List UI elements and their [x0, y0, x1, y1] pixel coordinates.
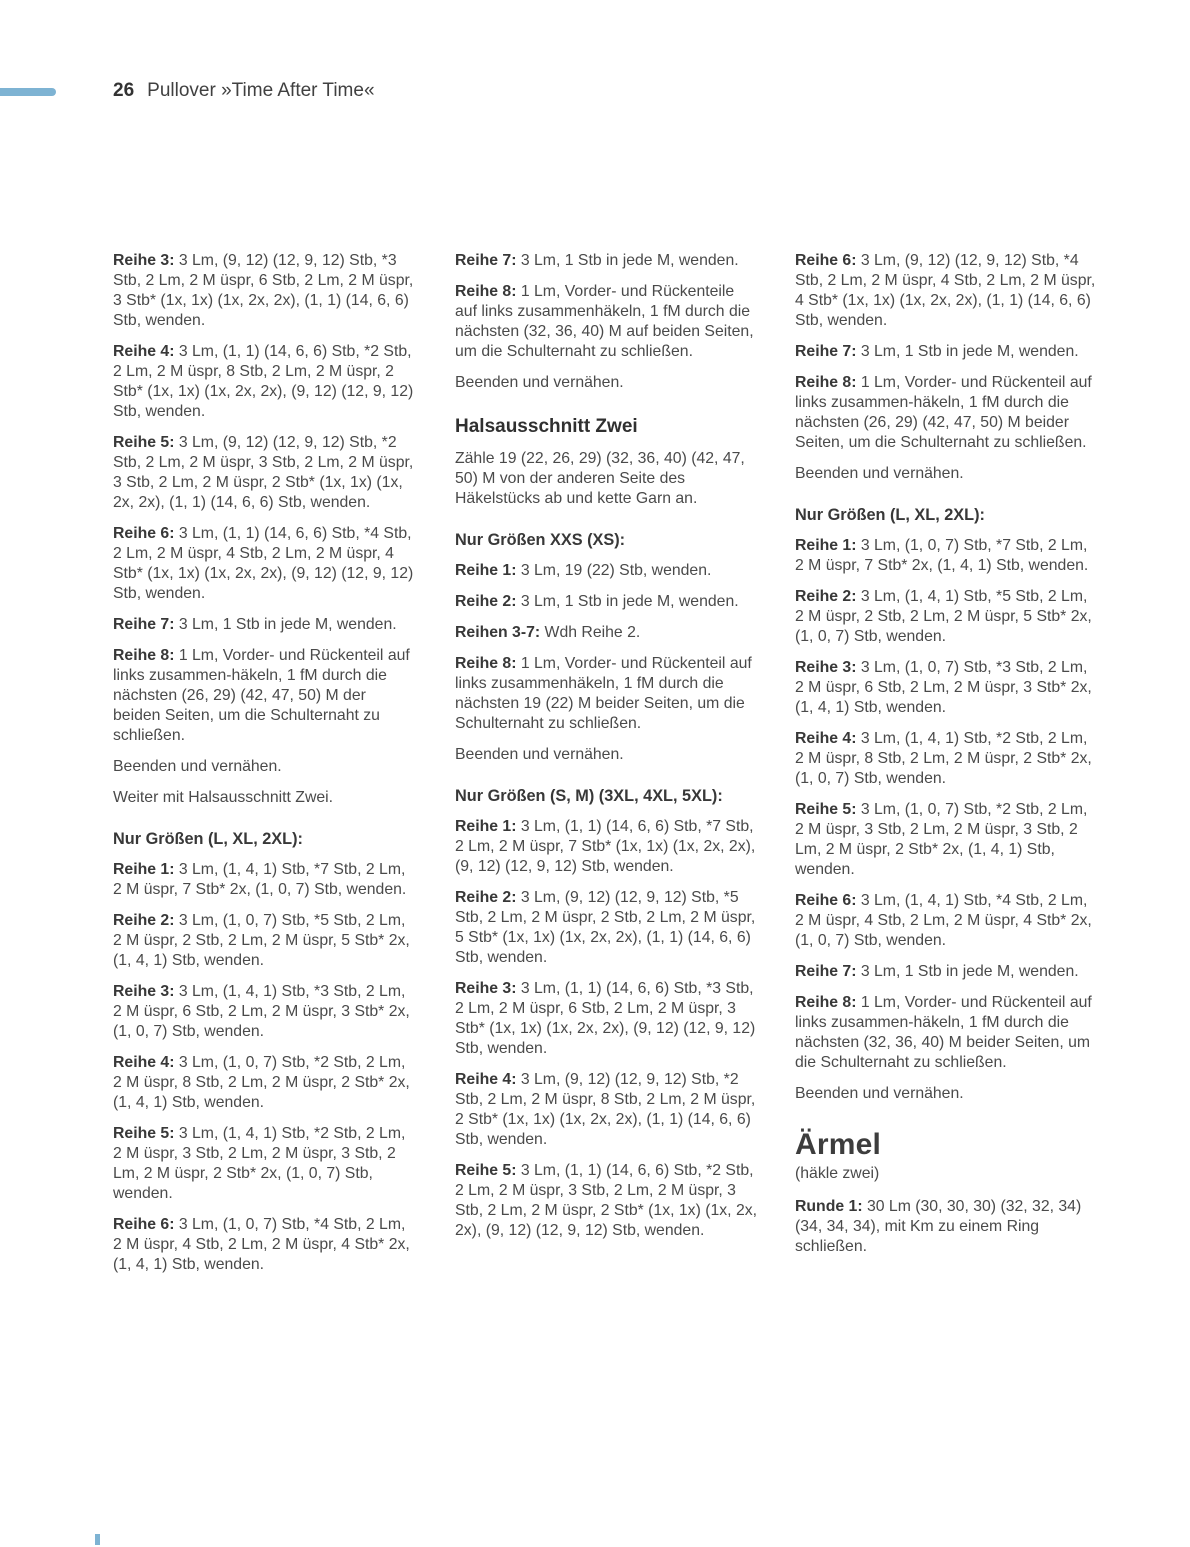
row-label: Reihe 6: — [795, 252, 861, 269]
instruction-paragraph: Reihe 6: 3 Lm, (1, 1) (14, 6, 6) Stb, *4 Stb, 2 Lm, 2 M üspr, 4 Stb, 2 Lm, 2 M üspr, 4 Stb* (1x, 1x) (1x, 2x, 2x), (9, 12) (12, 9, 12) Stb, wenden. — [113, 525, 414, 602]
instruction-paragraph: Reihe 5: 3 Lm, (9, 12) (12, 9, 12) Stb, *2 Stb, 2 Lm, 2 M üspr, 3 Stb, 2 Lm, 2 M üspr, 3 Stb, 2 Lm, 2 M üspr, 2 Stb* (1x, 1x) (1x, 2x, 2x), (1, 1) (14, 6, 6) Stb, wenden. — [113, 434, 414, 511]
instruction-paragraph: Reihe 8: 1 Lm, Vorder- und Rückenteil auf links zusammen-häkeln, 1 fM durch die nächsten (26, 29) (42, 47, 50) M der beiden Seiten, um die Schulternaht zu schließen. — [113, 647, 410, 744]
row-label: Reihe 7: — [113, 616, 179, 633]
row-label: Reihe 3: — [113, 983, 179, 1000]
instruction-paragraph: Reihe 8: 1 Lm, Vorder- und Rückenteil auf links zusammen-häkeln, 1 fM durch die nächsten (32, 36, 40) M beider Seiten, um die Schulternaht zu schließen. — [795, 994, 1092, 1071]
row-label: Runde 1: — [795, 1198, 867, 1215]
row-label: Reihe 5: — [795, 801, 861, 818]
text-column-3 — [795, 251, 1098, 1268]
text-paragraph: Zähle 19 (22, 26, 29) (32, 36, 40) (42, 47, 50) M von der anderen Seite des Häkelstücks ab und kette Garn an. — [455, 450, 745, 507]
row-label: Reihe 2: — [455, 593, 521, 610]
row-label: Reihe 1: — [795, 537, 861, 554]
section-heading: Halsausschnitt Zwei — [455, 416, 638, 437]
instruction-paragraph: Reihe 7: 3 Lm, 1 Stb in jede M, wenden. — [795, 963, 1079, 980]
instruction-paragraph: Reihe 8: 1 Lm, Vorder- und Rückenteile auf links zusammenhäkeln, 1 fM durch die nächsten (32, 36, 40) M auf beiden Seiten, um die Schulternaht zu schließen. — [455, 283, 754, 360]
instruction-paragraph: Reihe 8: 1 Lm, Vorder- und Rückenteil auf links zusammen-häkeln, 1 fM durch die nächsten (26, 29) (42, 47, 50) M beider Seiten, um die Schulternaht zu schließen. — [795, 374, 1092, 451]
chapter-subtitle: (häkle zwei) — [795, 1165, 880, 1182]
text-paragraph: Beenden und vernähen. — [113, 758, 282, 775]
row-label: Reihe 3: — [113, 252, 179, 269]
row-label: Reihe 4: — [113, 1054, 179, 1071]
row-label: Reihe 8: — [795, 994, 861, 1011]
text-paragraph: Weiter mit Halsausschnitt Zwei. — [113, 789, 334, 806]
instruction-paragraph: Reihe 1: 3 Lm, (1, 0, 7) Stb, *7 Stb, 2 Lm, 2 M üspr, 7 Stb* 2x, (1, 4, 1) Stb, wenden. — [795, 537, 1089, 574]
text-column-2 — [455, 251, 758, 1252]
instruction-paragraph: Reihe 1: 3 Lm, 19 (22) Stb, wenden. — [455, 562, 712, 579]
instruction-paragraph: Reihe 4: 3 Lm, (9, 12) (12, 9, 12) Stb, *2 Stb, 2 Lm, 2 M üspr, 8 Stb, 2 Lm, 2 M üspr, 2 Stb* (1x, 1x) (1x, 2x, 2x), (1, 1) (14, 6, 6) Stb, wenden. — [455, 1071, 756, 1148]
row-label: Reihe 6: — [113, 525, 179, 542]
row-label: Reihe 5: — [113, 1125, 179, 1142]
text-paragraph: Beenden und vernähen. — [795, 465, 964, 482]
row-label: Reihe 1: — [113, 861, 179, 878]
row-label: Reihe 3: — [795, 659, 861, 676]
row-label: Reihe 8: — [455, 655, 521, 672]
instruction-paragraph: Reihe 7: 3 Lm, 1 Stb in jede M, wenden. — [795, 343, 1079, 360]
row-label: Reihe 3: — [455, 980, 521, 997]
row-label: Reihe 8: — [795, 374, 861, 391]
row-label: Reihen 3-7: — [455, 624, 545, 641]
instruction-paragraph: Reihe 7: 3 Lm, 1 Stb in jede M, wenden. — [455, 252, 739, 269]
row-label: Reihe 4: — [455, 1071, 521, 1088]
row-label: Reihe 2: — [795, 588, 861, 605]
accent-bar-icon — [0, 88, 56, 96]
row-label: Reihe 2: — [455, 889, 521, 906]
row-label: Reihe 7: — [795, 343, 861, 360]
instruction-paragraph: Reihe 2: 3 Lm, (1, 0, 7) Stb, *5 Stb, 2 Lm, 2 M üspr, 2 Stb, 2 Lm, 2 M üspr, 5 Stb* 2x, (1, 4, 1) Stb, wenden. — [113, 912, 410, 969]
text-column-1 — [113, 251, 416, 1286]
instruction-paragraph: Reihe 1: 3 Lm, (1, 1) (14, 6, 6) Stb, *7 Stb, 2 Lm, 2 M üspr, 7 Stb* (1x, 1x) (1x, 2x, 2x), (9, 12) (12, 9, 12) Stb, wenden. — [455, 818, 756, 875]
instruction-paragraph: Reihe 3: 3 Lm, (1, 4, 1) Stb, *3 Stb, 2 Lm, 2 M üspr, 6 Stb, 2 Lm, 2 M üspr, 3 Stb* 2x, (1, 0, 7) Stb, wenden. — [113, 983, 410, 1040]
instruction-paragraph: Reihe 1: 3 Lm, (1, 4, 1) Stb, *7 Stb, 2 Lm, 2 M üspr, 7 Stb* 2x, (1, 0, 7) Stb, wenden. — [113, 861, 407, 898]
instruction-paragraph: Reihe 5: 3 Lm, (1, 1) (14, 6, 6) Stb, *2 Stb, 2 Lm, 2 M üspr, 3 Stb, 2 Lm, 2 M üspr, 3 Stb, 2 Lm, 2 M üspr, 2 Stb* (1x, 1x) (1x, 2x, 2x), (9, 12) (12, 9, 12) Stb, wenden. — [455, 1162, 758, 1239]
instruction-paragraph: Reihe 4: 3 Lm, (1, 1) (14, 6, 6) Stb, *2 Stb, 2 Lm, 2 M üspr, 8 Stb, 2 Lm, 2 M üspr, 2 Stb* (1x, 1x) (1x, 2x, 2x), (9, 12) (12, 9, 12) Stb, wenden. — [113, 343, 414, 420]
text-paragraph: Beenden und vernähen. — [795, 1085, 964, 1102]
row-label: Reihe 1: — [455, 818, 521, 835]
row-label: Reihe 7: — [795, 963, 861, 980]
instruction-paragraph: Runde 1: 30 Lm (30, 30, 30) (32, 32, 34) (34, 34, 34), mit Km zu einem Ring schließen. — [795, 1198, 1082, 1255]
instruction-paragraph: Reihe 4: 3 Lm, (1, 4, 1) Stb, *2 Stb, 2 Lm, 2 M üspr, 8 Stb, 2 Lm, 2 M üspr, 2 Stb* 2x, (1, 0, 7) Stb, wenden. — [795, 730, 1092, 787]
instruction-paragraph: Reihen 3-7: Wdh Reihe 2. — [455, 624, 641, 641]
accent-tick-icon — [95, 1534, 100, 1545]
row-label: Reihe 4: — [795, 730, 861, 747]
row-label: Reihe 6: — [113, 1216, 179, 1233]
page-title: Pullover »Time After Time« — [147, 80, 375, 101]
row-label: Reihe 6: — [795, 892, 861, 909]
size-subheading: Nur Größen (L, XL, 2XL): — [795, 506, 985, 524]
row-label: Reihe 8: — [113, 647, 179, 664]
text-paragraph: Beenden und vernähen. — [455, 374, 624, 391]
instruction-paragraph: Reihe 2: 3 Lm, (1, 4, 1) Stb, *5 Stb, 2 Lm, 2 M üspr, 2 Stb, 2 Lm, 2 M üspr, 5 Stb* 2x, (1, 0, 7) Stb, wenden. — [795, 588, 1092, 645]
instruction-paragraph: Reihe 4: 3 Lm, (1, 0, 7) Stb, *2 Stb, 2 Lm, 2 M üspr, 8 Stb, 2 Lm, 2 M üspr, 2 Stb* 2x, (1, 4, 1) Stb, wenden. — [113, 1054, 410, 1111]
instruction-paragraph: Reihe 7: 3 Lm, 1 Stb in jede M, wenden. — [113, 616, 397, 633]
page-number: 26 — [113, 80, 135, 101]
instruction-paragraph: Reihe 5: 3 Lm, (1, 0, 7) Stb, *2 Stb, 2 Lm, 2 M üspr, 3 Stb, 2 Lm, 2 M üspr, 3 Stb, 2 Lm, 2 M üspr, 2 Stb* 2x, (1, 4, 1) Stb, wenden. — [795, 801, 1088, 878]
instruction-paragraph: Reihe 3: 3 Lm, (9, 12) (12, 9, 12) Stb, *3 Stb, 2 Lm, 2 M üspr, 6 Stb, 2 Lm, 2 M üspr, 3 Stb* (1x, 1x) (1x, 2x, 2x), (1, 1) (14, 6, 6) Stb, wenden. — [113, 252, 414, 329]
instruction-paragraph: Reihe 6: 3 Lm, (1, 0, 7) Stb, *4 Stb, 2 Lm, 2 M üspr, 4 Stb, 2 Lm, 2 M üspr, 4 Stb* 2x, (1, 4, 1) Stb, wenden. — [113, 1216, 410, 1273]
page-header — [113, 80, 375, 102]
row-label: Reihe 4: — [113, 343, 179, 360]
size-subheading: Nur Größen (S, M) (3XL, 4XL, 5XL): — [455, 787, 723, 805]
row-label: Reihe 1: — [455, 562, 521, 579]
size-subheading: Nur Größen XXS (XS): — [455, 531, 626, 549]
instruction-paragraph: Reihe 6: 3 Lm, (1, 4, 1) Stb, *4 Stb, 2 Lm, 2 M üspr, 4 Stb, 2 Lm, 2 M üspr, 4 Stb* 2x, (1, 0, 7) Stb, wenden. — [795, 892, 1092, 949]
instruction-paragraph: Reihe 2: 3 Lm, 1 Stb in jede M, wenden. — [455, 593, 739, 610]
row-label: Reihe 7: — [455, 252, 521, 269]
text-paragraph: Beenden und vernähen. — [455, 746, 624, 763]
instruction-paragraph: Reihe 3: 3 Lm, (1, 0, 7) Stb, *3 Stb, 2 Lm, 2 M üspr, 6 Stb, 2 Lm, 2 M üspr, 3 Stb* 2x, (1, 4, 1) Stb, wenden. — [795, 659, 1092, 716]
instruction-paragraph: Reihe 8: 1 Lm, Vorder- und Rückenteil auf links zusammenhäkeln, 1 fM durch die nächsten 19 (22) M beider Seiten, um die Schulternaht zu schließen. — [455, 655, 752, 732]
row-label: Reihe 2: — [113, 912, 179, 929]
instruction-paragraph: Reihe 6: 3 Lm, (9, 12) (12, 9, 12) Stb, *4 Stb, 2 Lm, 2 M üspr, 4 Stb, 2 Lm, 2 M üspr, 4 Stb* (1x, 1x) (1x, 2x, 2x), (1, 1) (14, 6, 6) Stb, wenden. — [795, 252, 1096, 329]
row-label: Reihe 8: — [455, 283, 521, 300]
chapter-heading: Ärmel — [795, 1128, 882, 1161]
instruction-paragraph: Reihe 5: 3 Lm, (1, 4, 1) Stb, *2 Stb, 2 Lm, 2 M üspr, 3 Stb, 2 Lm, 2 M üspr, 3 Stb, 2 Lm, 2 M üspr, 2 Stb* 2x, (1, 0, 7) Stb, wenden. — [113, 1125, 406, 1202]
row-label: Reihe 5: — [113, 434, 179, 451]
instruction-paragraph: Reihe 3: 3 Lm, (1, 1) (14, 6, 6) Stb, *3 Stb, 2 Lm, 2 M üspr, 6 Stb, 2 Lm, 2 M üspr, 3 Stb* (1x, 1x) (1x, 2x, 2x), (9, 12) (12, 9, 12) Stb, wenden. — [455, 980, 756, 1057]
row-label: Reihe 5: — [455, 1162, 521, 1179]
size-subheading: Nur Größen (L, XL, 2XL): — [113, 830, 303, 848]
instruction-paragraph: Reihe 2: 3 Lm, (9, 12) (12, 9, 12) Stb, *5 Stb, 2 Lm, 2 M üspr, 2 Stb, 2 Lm, 2 M üspr, 5 Stb* (1x, 1x) (1x, 2x, 2x), (1, 1) (14, 6, 6) Stb, wenden. — [455, 889, 756, 966]
